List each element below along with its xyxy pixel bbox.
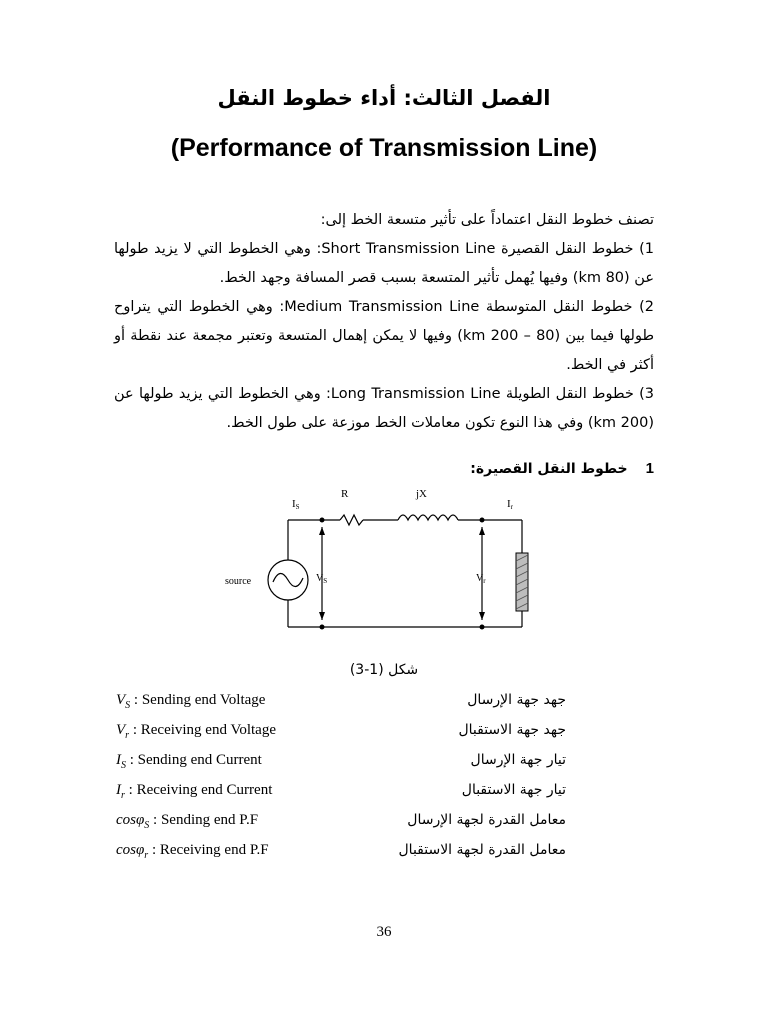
node-dot [480, 518, 485, 523]
label-is: IS [292, 498, 300, 511]
section-title: خطوط النقل القصيرة: [470, 461, 628, 477]
node-dot [320, 518, 325, 523]
label-vs: $V_S$ [316, 573, 328, 585]
circuit-diagram [220, 485, 540, 660]
node-dot [320, 625, 325, 630]
vr-arrowhead-up [479, 527, 485, 535]
definition-row: $V_S$ : Sending end Voltage جهد جهة الإرسال [116, 692, 566, 711]
definition-row: cosφ$_S$ : Sending end P.F معامل القدرة لجهة الإرسال [116, 812, 566, 831]
label-source: source [225, 576, 252, 587]
inductor-icon [398, 515, 458, 520]
section-heading [470, 460, 654, 477]
chapter-title-english: (Performance of Transmission Line) [170, 134, 598, 162]
definition-row: $I_r$ : Receiving end Current تيار جهة الاستقبال [116, 782, 566, 801]
list-item-short-line: 1) خطوط النقل القصيرة Short Transmission Line: وهي الخطوط التي لا يزيد طولها عن (80 km) وفيها يُهمل تأثير المتسعة بسبب قصر المسافة وجهد الخط. [114, 241, 654, 286]
definition-row: $I_S$ : Sending end Current تيار جهة الإرسال [116, 752, 566, 771]
node-dot [480, 625, 485, 630]
vs-arrowhead-up [319, 527, 325, 535]
list-item-medium-line: 2) خطوط النقل المتوسطة Medium Transmission Line: وهي الخطوط التي يتراوح طولها فيما بين (80 – 200 km) وفيها لا يمكن إهمال المتسعة وتعتبر مجمعة عند نقطة أو أكثر في الخط. [114, 299, 655, 373]
section-number: 1 [645, 460, 654, 477]
label-jx: jX [416, 488, 427, 500]
label-vr: $V_r$ [476, 573, 486, 585]
label-r: R [341, 488, 349, 500]
definition-row: cosφ$_r$ : Receiving end P.F معامل القدرة لجهة الاستقبال [116, 842, 566, 861]
figure-caption: شكل (1-3) [349, 662, 419, 678]
chapter-title-arabic: الفصل الثالث: أداء خطوط النقل [217, 86, 551, 110]
vs-arrowhead-down [319, 612, 325, 620]
list-item-long-line: 3) خطوط النقل الطويلة Long Transmission Line: وهي الخطوط التي يزيد طولها عن (200 km) وفي هذا النوع تكون معاملات الخط موزعة على طول الخط. [114, 386, 654, 431]
label-ir: Ir [507, 498, 514, 511]
vr-arrowhead-down [479, 612, 485, 620]
definition-row: $V_r$ : Receiving end Voltage جهد جهة الاستقبال [116, 722, 566, 741]
resistor-icon [340, 515, 363, 525]
page-number: 36 [376, 924, 392, 940]
intro-paragraph: تصنف خطوط النقل اعتماداً على تأثير متسعة الخط إلى: [320, 212, 654, 228]
